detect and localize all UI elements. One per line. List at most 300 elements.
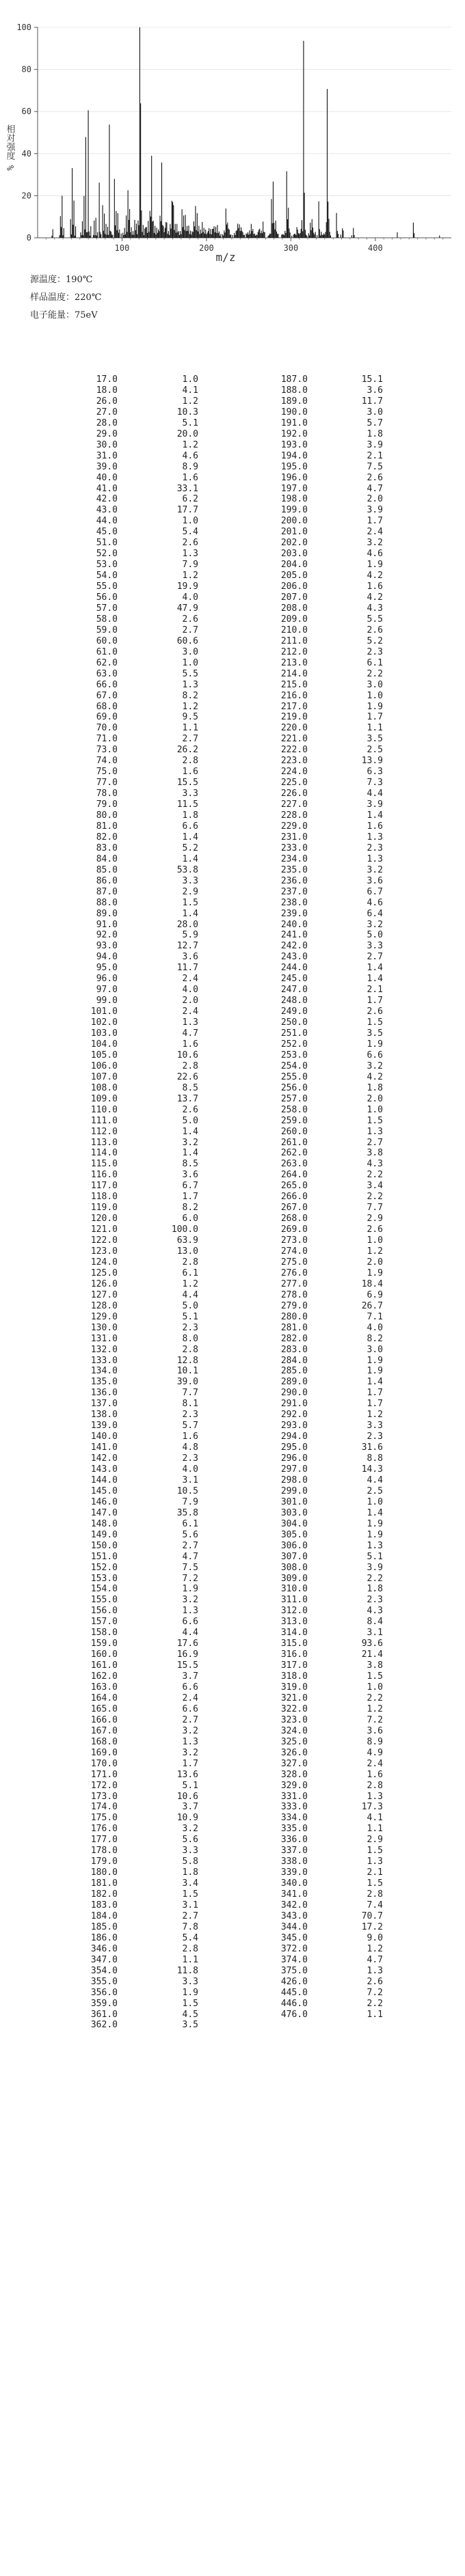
table-row — [0, 1279, 465, 1290]
intensity-cell: 2.3 — [367, 1595, 383, 1606]
mz-cell: 214.0 — [280, 668, 308, 679]
table-row — [0, 1944, 465, 1955]
mz-cell: 188.0 — [280, 385, 308, 396]
mz-cell: 234.0 — [280, 853, 308, 864]
mz-cell: 125.0 — [90, 1268, 118, 1278]
intensity-cell: 5.8 — [182, 1856, 198, 1867]
mz-cell: 104.0 — [90, 1039, 118, 1050]
intensity-cell: 15.5 — [176, 1660, 198, 1671]
mz-cell: 207.0 — [280, 592, 308, 603]
mz-cell: 248.0 — [280, 996, 308, 1006]
mz-cell: 29.0 — [96, 428, 118, 439]
table-row — [0, 789, 465, 799]
intensity-cell: 7.5 — [367, 461, 383, 472]
intensity-cell: 10.3 — [176, 407, 198, 417]
mz-cell: 81.0 — [96, 821, 118, 832]
mz-cell: 61.0 — [96, 646, 118, 657]
intensity-cell: 2.7 — [182, 1910, 198, 1921]
intensity-cell: 1.6 — [367, 821, 383, 832]
mz-cell: 279.0 — [280, 1300, 308, 1311]
mz-cell: 325.0 — [280, 1736, 308, 1747]
table-row — [0, 440, 465, 451]
mz-cell: 169.0 — [90, 1747, 118, 1758]
mz-cell: 30.0 — [96, 439, 118, 450]
mz-cell: 342.0 — [280, 1900, 308, 1910]
intensity-cell: 1.2 — [182, 571, 198, 581]
mz-cell: 242.0 — [280, 941, 308, 952]
mz-cell: 328.0 — [280, 1769, 308, 1780]
table-row — [0, 1802, 465, 1813]
mz-cell: 263.0 — [280, 1159, 308, 1170]
table-row — [0, 1050, 465, 1061]
mz-cell: 145.0 — [90, 1485, 118, 1496]
intensity-cell: 1.7 — [367, 996, 383, 1006]
mz-cell: 336.0 — [280, 1835, 308, 1846]
intensity-cell: 3.3 — [182, 789, 198, 799]
table-row — [0, 1563, 465, 1574]
intensity-cell: 2.3 — [182, 1453, 198, 1464]
intensity-cell: 1.3 — [367, 1126, 383, 1137]
table-row — [0, 1715, 465, 1726]
intensity-cell: 1.3 — [367, 1540, 383, 1551]
mz-cell: 326.0 — [280, 1747, 308, 1758]
mz-cell: 28.0 — [96, 417, 118, 428]
table-row — [0, 876, 465, 887]
intensity-cell: 3.5 — [182, 2020, 198, 2031]
mz-cell: 299.0 — [280, 1485, 308, 1496]
intensity-cell: 1.1 — [367, 2009, 383, 2020]
intensity-cell: 4.1 — [182, 385, 198, 396]
intensity-cell: 3.4 — [182, 1878, 198, 1889]
table-row — [0, 1988, 465, 1999]
intensity-cell: 1.6 — [182, 1039, 198, 1050]
intensity-cell: 4.6 — [367, 897, 383, 908]
mz-cell: 17.0 — [96, 374, 118, 385]
intensity-cell: 3.9 — [367, 1562, 383, 1573]
intensity-cell: 3.3 — [182, 1846, 198, 1856]
y-tick-label: 80 — [21, 64, 31, 74]
intensity-cell: 10.6 — [176, 1791, 198, 1802]
mz-cell: 298.0 — [280, 1475, 308, 1485]
table-row — [0, 1977, 465, 1988]
intensity-cell: 26.2 — [176, 745, 198, 756]
y-axis-ticks — [16, 23, 38, 243]
mz-cell: 69.0 — [96, 712, 118, 723]
intensity-cell: 4.4 — [182, 1289, 198, 1300]
intensity-cell: 4.5 — [182, 2009, 198, 2020]
mz-cell: 164.0 — [90, 1693, 118, 1703]
table-row — [0, 1922, 465, 1933]
intensity-cell: 5.6 — [182, 1529, 198, 1540]
table-row — [0, 1105, 465, 1116]
table-row — [0, 1999, 465, 2010]
intensity-cell: 2.3 — [367, 842, 383, 853]
intensity-cell: 2.1 — [367, 450, 383, 461]
intensity-cell: 19.9 — [176, 581, 198, 592]
mz-cell: 77.0 — [96, 778, 118, 789]
table-row — [0, 821, 465, 832]
intensity-cell: 1.4 — [182, 853, 198, 864]
table-row — [0, 1399, 465, 1410]
table-row — [0, 385, 465, 396]
mz-cell: 290.0 — [280, 1388, 308, 1399]
mz-cell: 362.0 — [90, 2020, 118, 2031]
table-row — [0, 930, 465, 941]
intensity-cell: 4.3 — [367, 603, 383, 614]
table-row — [0, 691, 465, 702]
intensity-cell: 2.4 — [367, 1758, 383, 1769]
mz-cell: 335.0 — [280, 1824, 308, 1835]
intensity-cell: 4.1 — [367, 1813, 383, 1824]
intensity-cell: 5.5 — [182, 668, 198, 679]
table-row — [0, 1028, 465, 1039]
table-row — [0, 1301, 465, 1312]
table-row — [0, 952, 465, 963]
mz-cell: 136.0 — [90, 1388, 118, 1399]
table-row — [0, 745, 465, 756]
table-row — [0, 941, 465, 952]
intensity-cell: 6.7 — [182, 1181, 198, 1192]
intensity-cell: 4.7 — [367, 1954, 383, 1965]
intensity-cell: 1.6 — [182, 767, 198, 778]
mz-cell: 339.0 — [280, 1867, 308, 1878]
intensity-cell: 12.7 — [176, 941, 198, 952]
intensity-cell: 7.7 — [182, 1388, 198, 1399]
intensity-cell: 5.0 — [182, 1115, 198, 1126]
mz-cell: 344.0 — [280, 1921, 308, 1932]
intensity-cell: 47.9 — [176, 603, 198, 614]
mz-cell: 356.0 — [90, 1987, 118, 1998]
mz-cell: 85.0 — [96, 864, 118, 875]
intensity-cell: 7.2 — [182, 1573, 198, 1584]
mz-cell: 80.0 — [96, 810, 118, 821]
intensity-cell: 8.5 — [182, 1159, 198, 1170]
table-row — [0, 527, 465, 538]
intensity-cell: 7.5 — [182, 1562, 198, 1573]
intensity-cell: 2.6 — [182, 1104, 198, 1115]
table-row — [0, 1061, 465, 1072]
mz-cell: 123.0 — [90, 1246, 118, 1257]
y-tick-label: 60 — [21, 107, 31, 117]
intensity-cell: 10.5 — [176, 1485, 198, 1496]
table-row — [0, 1595, 465, 1606]
intensity-cell: 1.2 — [182, 396, 198, 407]
table-row — [0, 1138, 465, 1149]
intensity-cell: 3.7 — [182, 1802, 198, 1813]
mz-cell: 265.0 — [280, 1181, 308, 1192]
mz-cell: 329.0 — [280, 1780, 308, 1791]
table-row — [0, 484, 465, 495]
intensity-cell: 2.3 — [182, 1410, 198, 1421]
mz-cell: 200.0 — [280, 516, 308, 527]
mz-cell: 198.0 — [280, 494, 308, 505]
mz-cell: 126.0 — [90, 1278, 118, 1289]
intensity-cell: 3.6 — [182, 1170, 198, 1181]
table-row — [0, 1639, 465, 1649]
peak-bars — [52, 27, 440, 238]
table-row — [0, 1388, 465, 1399]
mz-cell: 68.0 — [96, 701, 118, 712]
intensity-cell: 3.6 — [367, 875, 383, 886]
intensity-cell: 13.6 — [176, 1769, 198, 1780]
mz-cell: 257.0 — [280, 1093, 308, 1104]
table-row — [0, 1628, 465, 1639]
intensity-cell: 5.4 — [182, 527, 198, 538]
mz-cell: 176.0 — [90, 1824, 118, 1835]
mz-cell: 172.0 — [90, 1780, 118, 1791]
table-row — [0, 418, 465, 429]
intensity-cell: 1.5 — [367, 1878, 383, 1889]
table-row — [0, 1290, 465, 1301]
intensity-cell: 7.2 — [367, 1714, 383, 1725]
mz-cell: 173.0 — [90, 1791, 118, 1802]
intensity-cell: 2.2 — [367, 1170, 383, 1181]
intensity-cell: 4.2 — [367, 1071, 383, 1082]
mz-cell: 253.0 — [280, 1050, 308, 1060]
mz-cell: 278.0 — [280, 1289, 308, 1300]
intensity-cell: 21.4 — [361, 1649, 383, 1660]
mz-cell: 166.0 — [90, 1714, 118, 1725]
mz-cell: 226.0 — [280, 789, 308, 799]
mz-cell: 337.0 — [280, 1846, 308, 1856]
mz-cell: 119.0 — [90, 1203, 118, 1214]
table-row — [0, 1214, 465, 1224]
mz-cell: 148.0 — [90, 1518, 118, 1529]
mz-cell: 301.0 — [280, 1496, 308, 1507]
mz-cell: 260.0 — [280, 1126, 308, 1137]
mz-cell: 144.0 — [90, 1475, 118, 1485]
intensity-cell: 1.0 — [182, 374, 198, 385]
mz-cell: 235.0 — [280, 864, 308, 875]
intensity-cell: 6.6 — [182, 1703, 198, 1714]
table-row — [0, 1552, 465, 1563]
mz-cell: 121.0 — [90, 1224, 118, 1235]
table-row — [0, 1519, 465, 1530]
mz-cell: 97.0 — [96, 985, 118, 996]
mz-cell: 239.0 — [280, 908, 308, 919]
mz-cell: 293.0 — [280, 1421, 308, 1431]
mz-cell: 132.0 — [90, 1344, 118, 1355]
intensity-cell: 6.0 — [182, 1214, 198, 1224]
mz-cell: 203.0 — [280, 549, 308, 560]
mz-cell: 54.0 — [96, 571, 118, 581]
mz-cell: 79.0 — [96, 799, 118, 810]
table-row — [0, 429, 465, 440]
mz-cell: 305.0 — [280, 1529, 308, 1540]
mz-cell: 211.0 — [280, 635, 308, 646]
intensity-cell: 3.2 — [182, 1137, 198, 1148]
mz-cell: 372.0 — [280, 1943, 308, 1954]
mz-cell: 73.0 — [96, 745, 118, 756]
mz-cell: 331.0 — [280, 1791, 308, 1802]
mz-cell: 43.0 — [96, 505, 118, 516]
intensity-cell: 1.8 — [367, 1584, 383, 1595]
mz-cell: 120.0 — [90, 1214, 118, 1224]
mz-cell: 281.0 — [280, 1322, 308, 1333]
mz-cell: 185.0 — [90, 1921, 118, 1932]
intensity-cell: 2.7 — [367, 952, 383, 963]
table-row — [0, 1486, 465, 1497]
table-row — [0, 1072, 465, 1083]
mz-cell: 135.0 — [90, 1377, 118, 1388]
y-tick-label: 0 — [26, 233, 31, 243]
mz-cell: 269.0 — [280, 1224, 308, 1235]
intensity-cell: 1.4 — [182, 832, 198, 842]
intensity-cell: 1.2 — [182, 1278, 198, 1289]
table-row — [0, 1878, 465, 1889]
intensity-cell: 1.3 — [182, 1736, 198, 1747]
table-row — [0, 1170, 465, 1181]
mz-cell: 213.0 — [280, 657, 308, 668]
intensity-cell: 3.3 — [182, 875, 198, 886]
table-row — [0, 1693, 465, 1704]
intensity-cell: 1.2 — [367, 1943, 383, 1954]
intensity-cell: 2.1 — [367, 985, 383, 996]
intensity-cell: 11.7 — [176, 963, 198, 974]
mz-cell: 338.0 — [280, 1856, 308, 1867]
mz-cell: 280.0 — [280, 1311, 308, 1322]
mz-cell: 291.0 — [280, 1399, 308, 1410]
mz-cell: 282.0 — [280, 1333, 308, 1344]
mz-cell: 199.0 — [280, 505, 308, 516]
mz-cell: 375.0 — [280, 1965, 308, 1976]
table-row — [0, 1148, 465, 1159]
intensity-cell: 2.4 — [182, 974, 198, 985]
table-row — [0, 985, 465, 996]
mz-cell: 283.0 — [280, 1344, 308, 1355]
intensity-cell: 1.6 — [182, 472, 198, 483]
intensity-cell: 6.1 — [367, 657, 383, 668]
intensity-cell: 5.7 — [367, 417, 383, 428]
mz-cell: 236.0 — [280, 875, 308, 886]
mz-cell: 240.0 — [280, 919, 308, 930]
table-row — [0, 843, 465, 854]
mz-cell: 195.0 — [280, 461, 308, 472]
mz-cell: 233.0 — [280, 842, 308, 853]
intensity-cell: 4.7 — [367, 483, 383, 494]
mz-cell: 273.0 — [280, 1235, 308, 1246]
mz-cell: 304.0 — [280, 1518, 308, 1529]
mz-cell: 277.0 — [280, 1278, 308, 1289]
intensity-cell: 2.7 — [182, 1714, 198, 1725]
table-row — [0, 1889, 465, 1900]
table-row — [0, 592, 465, 603]
intensity-cell: 1.8 — [182, 1867, 198, 1878]
intensity-cell: 6.9 — [367, 1289, 383, 1300]
intensity-cell: 53.8 — [176, 864, 198, 875]
mz-cell: 261.0 — [280, 1137, 308, 1148]
mz-cell: 129.0 — [90, 1311, 118, 1322]
mz-cell: 295.0 — [280, 1442, 308, 1453]
table-row — [0, 1497, 465, 1508]
mz-cell: 192.0 — [280, 428, 308, 439]
intensity-cell: 4.7 — [182, 1551, 198, 1562]
intensity-cell: 2.0 — [367, 494, 383, 505]
mz-cell: 105.0 — [90, 1050, 118, 1060]
intensity-cell: 2.8 — [182, 1344, 198, 1355]
intensity-cell: 5.2 — [182, 842, 198, 853]
mz-cell: 178.0 — [90, 1846, 118, 1856]
intensity-cell: 3.8 — [367, 1660, 383, 1671]
mz-cell: 180.0 — [90, 1867, 118, 1878]
mz-cell: 124.0 — [90, 1257, 118, 1268]
mz-cell: 138.0 — [90, 1410, 118, 1421]
intensity-cell: 3.8 — [367, 1148, 383, 1159]
mz-cell: 225.0 — [280, 778, 308, 789]
mz-cell: 313.0 — [280, 1617, 308, 1628]
table-row — [0, 1781, 465, 1792]
mz-cell: 179.0 — [90, 1856, 118, 1867]
intensity-cell: 6.6 — [182, 821, 198, 832]
intensity-cell: 2.8 — [182, 1943, 198, 1954]
mz-cell: 131.0 — [90, 1333, 118, 1344]
table-row — [0, 1660, 465, 1671]
intensity-cell: 1.6 — [367, 1769, 383, 1780]
table-row — [0, 702, 465, 713]
intensity-cell: 3.0 — [182, 646, 198, 657]
intensity-cell: 1.0 — [367, 1235, 383, 1246]
table-row — [0, 1792, 465, 1803]
mz-cell: 153.0 — [90, 1573, 118, 1584]
mz-cell: 117.0 — [90, 1181, 118, 1192]
mz-cell: 112.0 — [90, 1126, 118, 1137]
mz-cell: 115.0 — [90, 1159, 118, 1170]
table-row — [0, 1704, 465, 1715]
mz-cell: 204.0 — [280, 560, 308, 571]
mz-cell: 275.0 — [280, 1257, 308, 1268]
intensity-cell: 7.7 — [367, 1203, 383, 1214]
table-row — [0, 1856, 465, 1867]
mz-cell: 201.0 — [280, 527, 308, 538]
intensity-cell: 1.5 — [182, 897, 198, 908]
mz-cell: 219.0 — [280, 712, 308, 723]
intensity-cell: 3.2 — [182, 1595, 198, 1606]
intensity-cell: 18.4 — [361, 1278, 383, 1289]
intensity-cell: 2.5 — [367, 1485, 383, 1496]
mz-cell: 197.0 — [280, 483, 308, 494]
table-row — [0, 1224, 465, 1235]
intensity-cell: 28.0 — [176, 919, 198, 930]
intensity-cell: 8.2 — [182, 690, 198, 701]
intensity-cell: 1.7 — [367, 1388, 383, 1399]
intensity-cell: 63.9 — [176, 1235, 198, 1246]
intensity-cell: 1.9 — [367, 1355, 383, 1366]
mz-cell: 83.0 — [96, 842, 118, 853]
intensity-cell: 2.8 — [182, 1257, 198, 1268]
mz-cell: 191.0 — [280, 417, 308, 428]
intensity-cell: 15.1 — [361, 374, 383, 385]
table-row — [0, 1574, 465, 1585]
intensity-cell: 3.5 — [367, 1028, 383, 1039]
intensity-cell: 3.3 — [182, 1976, 198, 1987]
intensity-cell: 2.1 — [367, 1867, 383, 1878]
intensity-cell: 8.5 — [182, 1082, 198, 1093]
intensity-cell: 22.6 — [176, 1071, 198, 1082]
mz-cell: 231.0 — [280, 832, 308, 842]
intensity-cell: 6.7 — [367, 886, 383, 897]
intensity-cell: 1.5 — [182, 1998, 198, 2009]
intensity-cell: 1.9 — [367, 1366, 383, 1377]
table-row — [0, 1334, 465, 1345]
mz-cell: 102.0 — [90, 1017, 118, 1028]
intensity-cell: 3.5 — [367, 734, 383, 745]
mz-cell: 168.0 — [90, 1736, 118, 1747]
intensity-cell: 13.9 — [361, 756, 383, 767]
table-row — [0, 1671, 465, 1682]
intensity-cell: 2.0 — [367, 1093, 383, 1104]
mz-cell: 86.0 — [96, 875, 118, 886]
mz-cell: 181.0 — [90, 1878, 118, 1889]
